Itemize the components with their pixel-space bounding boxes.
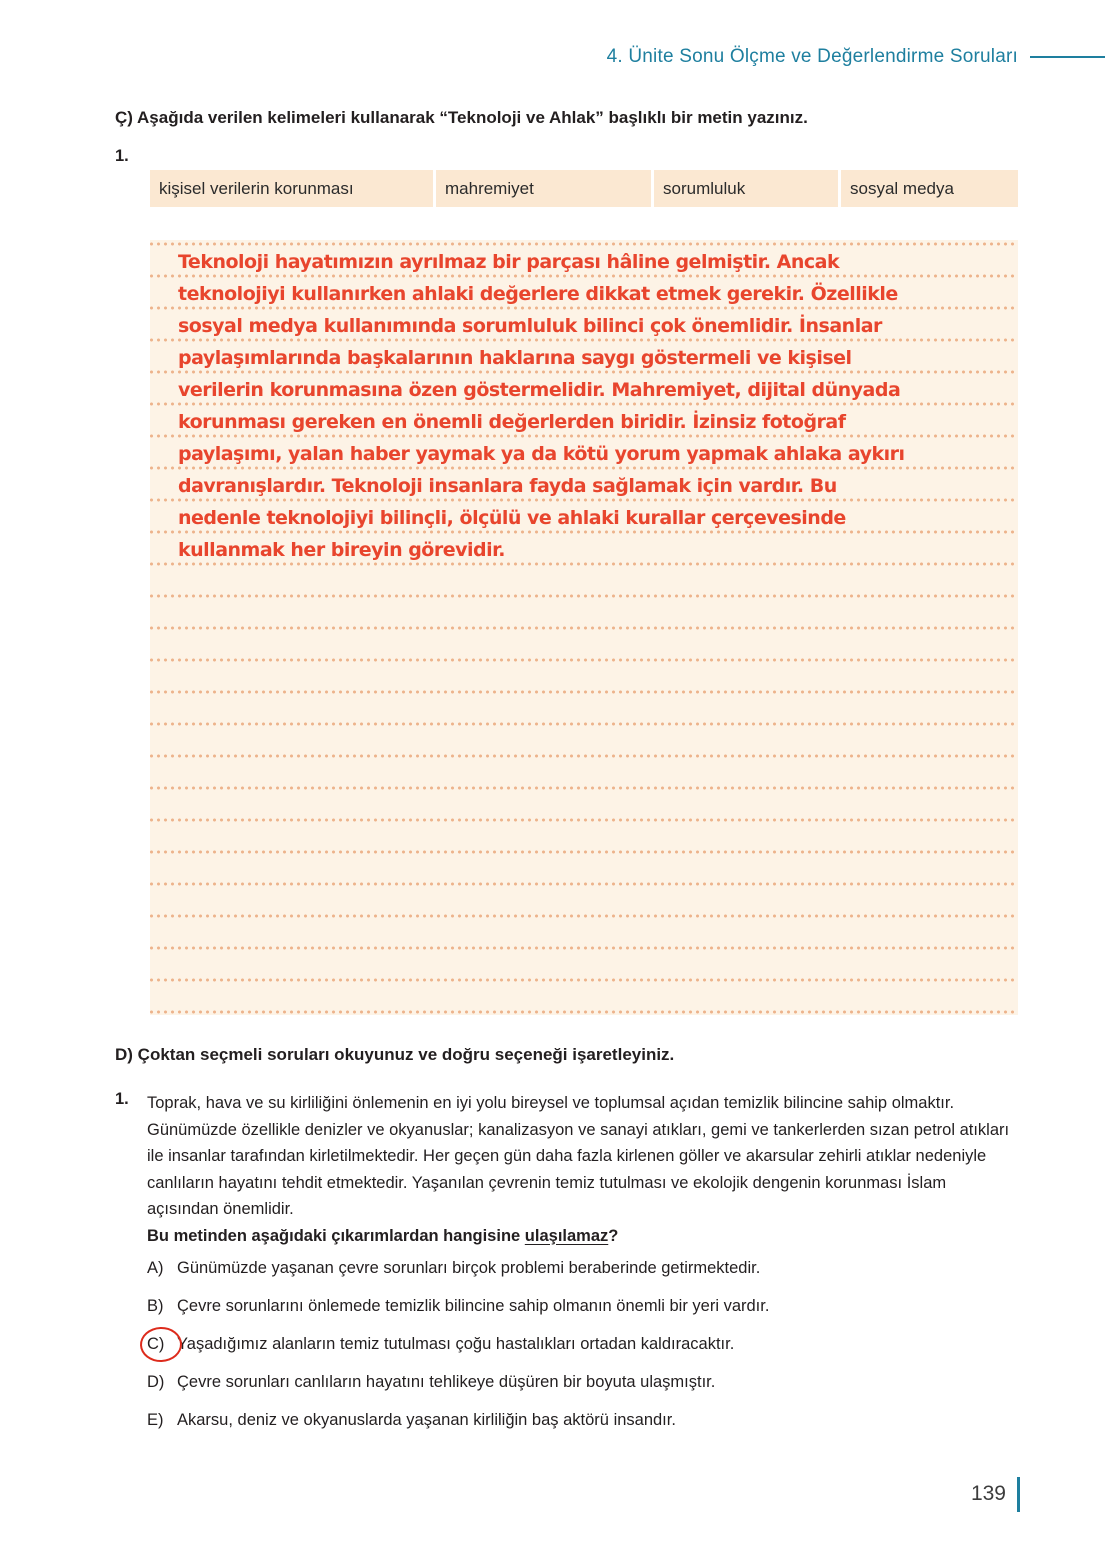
option-row-c	[115, 1331, 1018, 1357]
question-1	[115, 1090, 1018, 1249]
header-rule	[1030, 56, 1105, 58]
option-letter: E)	[147, 1411, 164, 1429]
option-text: Günümüzde yaşanan çevre sorunları birçok problemi beraberinde getirmektedir.	[177, 1259, 761, 1277]
handwritten-line: verilerin korunmasına özen göstermelidir. Mahremiyet, dijital dünyada	[178, 379, 901, 401]
handwritten-line: paylaşımlarında başkalarının haklarına saygı göstermeli ve kişisel	[178, 347, 852, 369]
question-prompt-suffix: ?	[608, 1226, 619, 1245]
handwritten-line: Teknoloji hayatımızın ayrılmaz bir parçası hâline gelmiştir. Ancak	[178, 251, 840, 273]
question-text: Toprak, hava ve su kirliliğini önlemenin en iyi yolu bireysel ve toplumsal açıdan temizlik bilincine sahip olmaktır. Günümüzde özellikle denizler ve okyanuslar; kanalizasyon ve sanayi atıkları, gemi ve tankerlerden sızan petrol atıkları ile insanlar tarafından kirletilmektedir. Her geçen gün daha fazla kirlenen göller ve akarsular zehirli atıklar nedeniyle canlıların hayatını tehdit etmektedir. Yaşanılan çevrenin temiz tutulması ve ekolojik dengenin korunması İslam açısından önemlidir.	[147, 1094, 1010, 1218]
option-row-d	[115, 1369, 1018, 1395]
question-prompt-underlined: ulaşılamaz	[524, 1226, 609, 1245]
section-c-heading: Ç) Aşağıda verilen kelimeleri kullanarak “Teknoloji ve Ahlak” başlıklı bir metin yazınız.	[115, 108, 808, 127]
word-bank-cell: mahremiyet	[436, 170, 651, 207]
word-bank	[150, 170, 1018, 207]
handwritten-line: davranışlardır. Teknoloji insanlara fayda sağlamak için vardır. Bu	[178, 475, 837, 497]
handwritten-line: kullanmak her bireyin görevidir.	[178, 539, 506, 561]
option-text: Çevre sorunları canlıların hayatını tehlikeye düşüren bir boyuta ulaşmıştır.	[177, 1373, 716, 1391]
question-body	[147, 1090, 1018, 1249]
option-letter: B)	[147, 1297, 164, 1315]
handwritten-answer	[178, 246, 1004, 566]
word-bank-cell: sosyal medya	[841, 170, 1018, 207]
page-header	[0, 46, 1105, 68]
answer-circle-mark	[139, 1326, 182, 1362]
option-row-a	[115, 1255, 1018, 1281]
unit-header-title: 4. Ünite Sonu Ölçme ve Değerlendirme Soruları	[606, 46, 1018, 67]
section-c-item-number: 1.	[115, 147, 129, 165]
option-row-e	[115, 1407, 1018, 1433]
handwritten-line: sosyal medya kullanımında sorumluluk bilinci çok önemlidir. İnsanlar	[178, 315, 882, 337]
option-letter: C)	[147, 1335, 165, 1353]
question-number: 1.	[115, 1090, 129, 1108]
option-letter: A)	[147, 1259, 164, 1277]
option-row-b	[115, 1293, 1018, 1319]
word-bank-cell: sorumluluk	[654, 170, 838, 207]
page-number: 139	[970, 1482, 1006, 1505]
option-text: Yaşadığımız alanların temiz tutulması çoğu hastalıkları ortadan kaldıracaktır.	[177, 1335, 735, 1353]
footer-accent-bar	[1017, 1477, 1020, 1512]
option-text: Akarsu, deniz ve okyanuslarda yaşanan kirliliğin baş aktörü insandır.	[177, 1411, 676, 1429]
handwritten-line: paylaşımı, yalan haber yaymak ya da kötü yorum yapmak ahlaka aykırı	[178, 443, 905, 465]
section-d-heading: D) Çoktan seçmeli soruları okuyunuz ve doğru seçeneği işaretleyiniz.	[115, 1045, 675, 1064]
options-list	[115, 1255, 1018, 1445]
handwritten-line: nedenle teknolojiyi bilinçli, ölçülü ve ahlaki kurallar çerçevesinde	[178, 507, 846, 529]
question-prompt	[147, 1227, 618, 1245]
writing-area	[150, 240, 1018, 1015]
handwritten-line: korunması gereken en önemli değerlerden biridir. İzinsiz fotoğraf	[178, 411, 846, 433]
word-bank-cell: kişisel verilerin korunması	[150, 170, 433, 207]
handwritten-line: teknolojiyi kullanırken ahlaki değerlere dikkat etmek gerekir. Özellikle	[178, 283, 898, 305]
question-prompt-prefix: Bu metinden aşağıdaki çıkarımlardan hangisine	[147, 1226, 525, 1245]
option-letter: D)	[147, 1373, 165, 1391]
option-text: Çevre sorunlarını önlemede temizlik bilincine sahip olmanın önemli bir yeri vardır.	[177, 1297, 770, 1315]
